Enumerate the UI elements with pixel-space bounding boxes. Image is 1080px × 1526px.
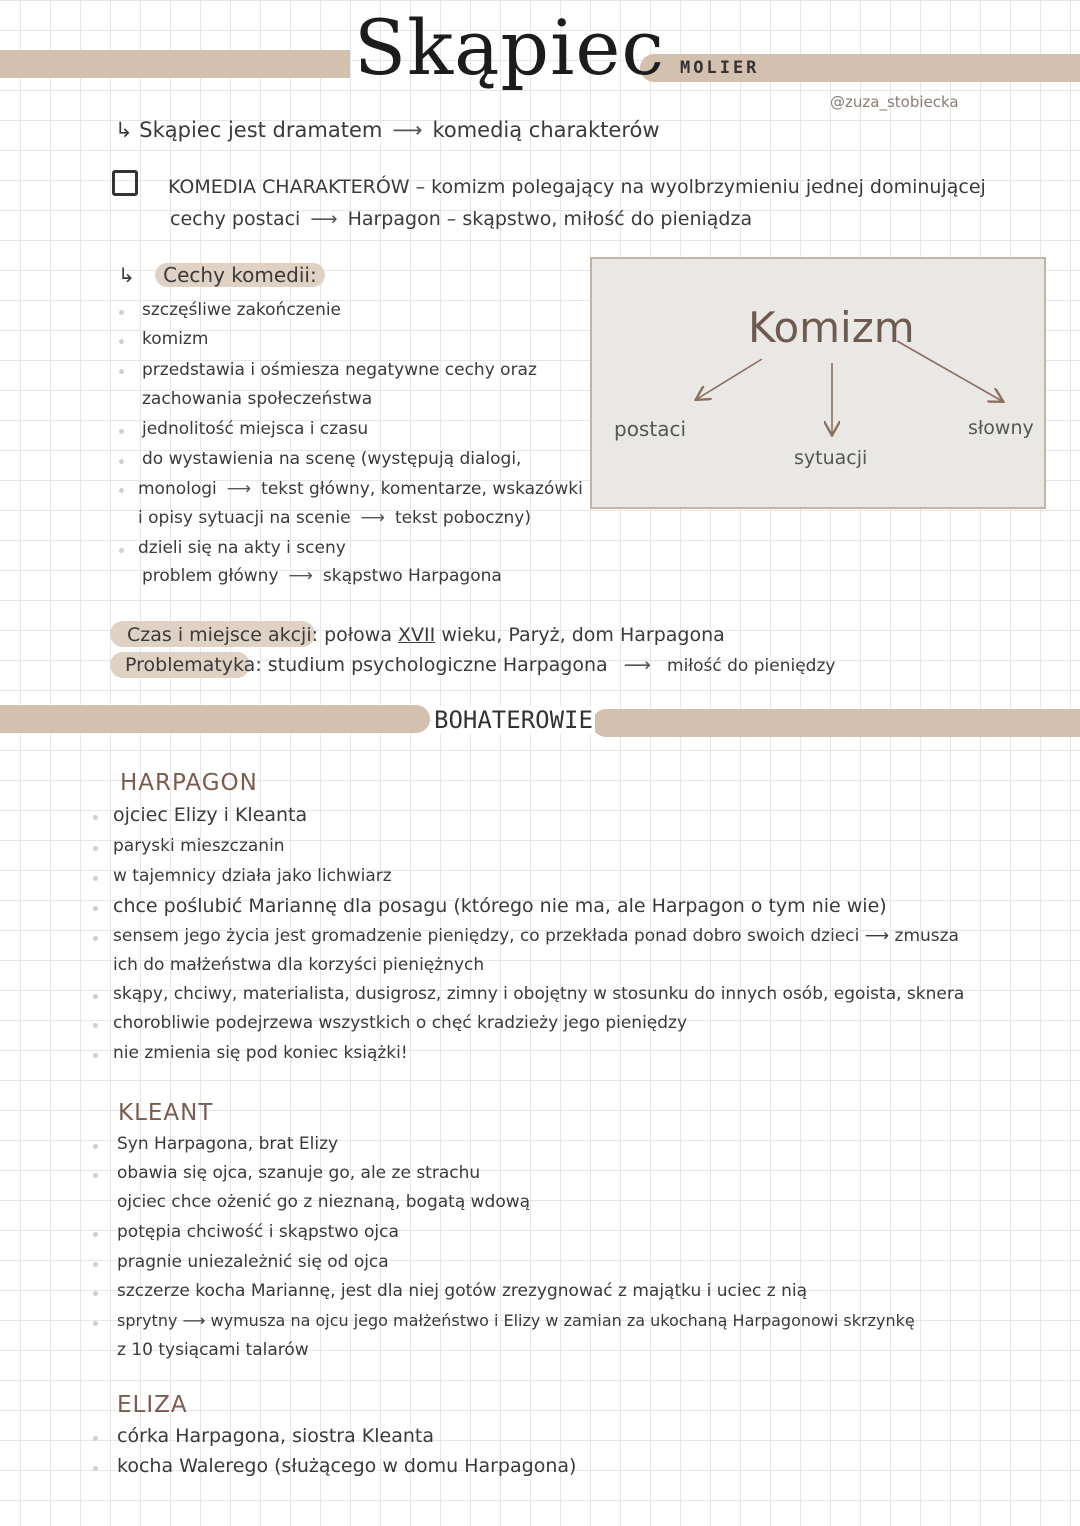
hero-line: sensem jego życia jest gromadzenie pieniędzy, co przekłada ponad dobro swoich dzieci ⟶ zmusza [113, 926, 959, 946]
bullet [119, 310, 124, 315]
feature-text: tekst poboczny) [394, 508, 531, 528]
time-value-pre: połowa [324, 624, 392, 646]
time-label: Czas i miejsce akcji: [127, 624, 319, 646]
feature-item: dzieli się na akty i sceny [138, 538, 346, 558]
page-title: Skąpiec [354, 3, 665, 92]
hero-name-eliza: ELIZA [117, 1392, 188, 1418]
hero-line: córka Harpagona, siostra Kleanta [117, 1425, 434, 1447]
feature-item: do wystawienia na scenę (występują dialogi, [142, 449, 522, 469]
time-value-post: wieku, Paryż, dom Harpagona [441, 624, 725, 646]
return-arrow-icon: ↳ [115, 118, 140, 142]
intro-genre: komedią charakterów [432, 118, 660, 142]
feature-item-cont: zachowania społeczeństwa [142, 389, 373, 409]
hero-name-kleant: KLEANT [118, 1100, 214, 1126]
bullet [93, 1291, 98, 1296]
feature-item: szczęśliwe zakończenie [142, 300, 342, 320]
arrow-icon: ⟶ [310, 208, 338, 230]
bullet [93, 846, 98, 851]
bullet [93, 1262, 98, 1267]
definition-term: KOMEDIA CHARAKTERÓW [168, 176, 410, 198]
return-arrow-icon: ↳ [118, 263, 135, 287]
features-heading-line [118, 263, 325, 287]
hero-line: chce poślubić Mariannę dla posagu (którego nie ma, ale Harpagon o tym nie wie) [113, 895, 887, 917]
bullet [93, 1053, 98, 1058]
hero-line-cont: ich do małżeństwa dla korzyści pieniężnych [113, 955, 485, 975]
diagram-branch-sytuacji: sytuacji [794, 447, 868, 469]
heroes-band-left [0, 705, 430, 733]
feature-item: komizm [142, 329, 209, 349]
hero-line: paryski mieszczanin [113, 836, 285, 856]
hero-name-harpagon: HARPAGON [120, 770, 258, 796]
problem-result: miłość do pieniędzy [667, 656, 836, 676]
bullet [93, 1321, 98, 1326]
hero-line: w tajemnicy działa jako lichwiarz [113, 866, 392, 886]
bullet [119, 548, 124, 553]
intro-text: Skąpiec jest dramatem [139, 118, 383, 142]
hero-line-cont: z 10 tysiącami talarów [117, 1340, 309, 1360]
bullet [93, 906, 98, 911]
context-problem-line [125, 654, 835, 676]
problem-label: Problematyka: [125, 654, 262, 676]
bullet [119, 339, 124, 344]
arrow-icon: ⟶ [288, 566, 313, 586]
bullet [93, 1232, 98, 1237]
bullet [93, 876, 98, 881]
diagram-branch-postaci: postaci [614, 417, 687, 441]
bullet [93, 1436, 98, 1441]
arrow-icon: ⟶ [623, 654, 651, 676]
hero-line: Syn Harpagona, brat Elizy [117, 1134, 339, 1154]
feature-text: skąpstwo Harpagona [322, 566, 502, 586]
hero-line: kocha Walerego (służącego w domu Harpagona) [117, 1455, 577, 1477]
context-time-line [127, 624, 725, 646]
komizm-diagram [590, 257, 1046, 509]
hero-line: sprytny ⟶ wymusza na ojcu jego małżeństwo i Elizy w zamian za ukochaną Harpagonowi skrzynkę [117, 1311, 915, 1330]
definition-text: komizm polegający na wyolbrzymieniu jednej dominującej [431, 176, 986, 198]
bullet [119, 429, 124, 434]
author-label: MOLIER [680, 58, 760, 78]
hero-line: ojciec Elizy i Kleanta [113, 804, 308, 826]
header-band-left [0, 50, 350, 78]
feature-text: i opisy sytuacji na scenie [138, 508, 351, 528]
author-handle: @zuza_stobiecka [830, 93, 959, 111]
bullet [119, 488, 124, 493]
intro-line [115, 118, 660, 142]
definition-line-1 [168, 176, 986, 198]
arrow-icon: ⟶ [360, 508, 385, 528]
hero-line: chorobliwie podejrzewa wszystkich o chęć kradzieży jego pieniędzy [113, 1013, 688, 1033]
bullet [93, 1144, 98, 1149]
hero-line: szczerze kocha Mariannę, jest dla niej gotów zrezygnować z majątku i uciec z nią [117, 1281, 808, 1301]
arrow-icon: ⟶ [392, 118, 423, 142]
feature-item-cont [138, 479, 583, 499]
bullet [93, 815, 98, 820]
definition-text-2: cechy postaci [170, 208, 301, 230]
bullet [93, 994, 98, 999]
bullet [93, 1466, 98, 1471]
features-heading: Cechy komedii: [155, 263, 325, 287]
bullet [119, 459, 124, 464]
hero-line: obawia się ojca, szanuje go, ale ze strachu [117, 1163, 481, 1183]
definition-example: Harpagon – skąpstwo, miłość do pieniądza [347, 208, 753, 230]
bullet [93, 936, 98, 941]
feature-item-cont [142, 566, 502, 586]
feature-text: monologi [138, 479, 217, 499]
arrow-to-postaci [697, 359, 762, 399]
hero-line: skąpy, chciwy, materialista, dusigrosz, zimny i obojętny w stosunku do innych osób, egoista, sknera [113, 984, 965, 1004]
hero-line: nie zmienia się pod koniec książki! [113, 1043, 408, 1063]
feature-text: problem główny [142, 566, 279, 586]
diagram-arrows [592, 259, 1048, 511]
arrow-icon: ⟶ [226, 479, 252, 499]
definition-dash: – [415, 176, 426, 198]
feature-text: tekst główny, komentarze, wskazówki [261, 479, 583, 499]
diagram-title: Komizm [748, 303, 915, 352]
time-century: XVII [398, 624, 436, 646]
feature-item-cont [138, 508, 531, 528]
definition-line-2 [170, 208, 752, 230]
hero-line: potępia chciwość i skąpstwo ojca [117, 1222, 399, 1242]
hero-line-cont: ojciec chce ożenić go z nieznaną, bogatą wdową [117, 1192, 531, 1212]
bullet [119, 369, 124, 374]
problem-value: studium psychologiczne Harpagona [267, 654, 608, 676]
heroes-band-right [592, 709, 1080, 737]
definition-checkbox[interactable] [112, 170, 138, 196]
diagram-branch-slowny: słowny [968, 417, 1034, 439]
feature-item: jednolitość miejsca i czasu [142, 419, 369, 439]
heroes-header: BOHATEROWIE [434, 706, 593, 734]
bullet [93, 1173, 98, 1178]
feature-item: przedstawia i ośmiesza negatywne cechy oraz [142, 360, 537, 380]
hero-line: pragnie uniezależnić się od ojca [117, 1252, 389, 1272]
bullet [93, 1023, 98, 1028]
